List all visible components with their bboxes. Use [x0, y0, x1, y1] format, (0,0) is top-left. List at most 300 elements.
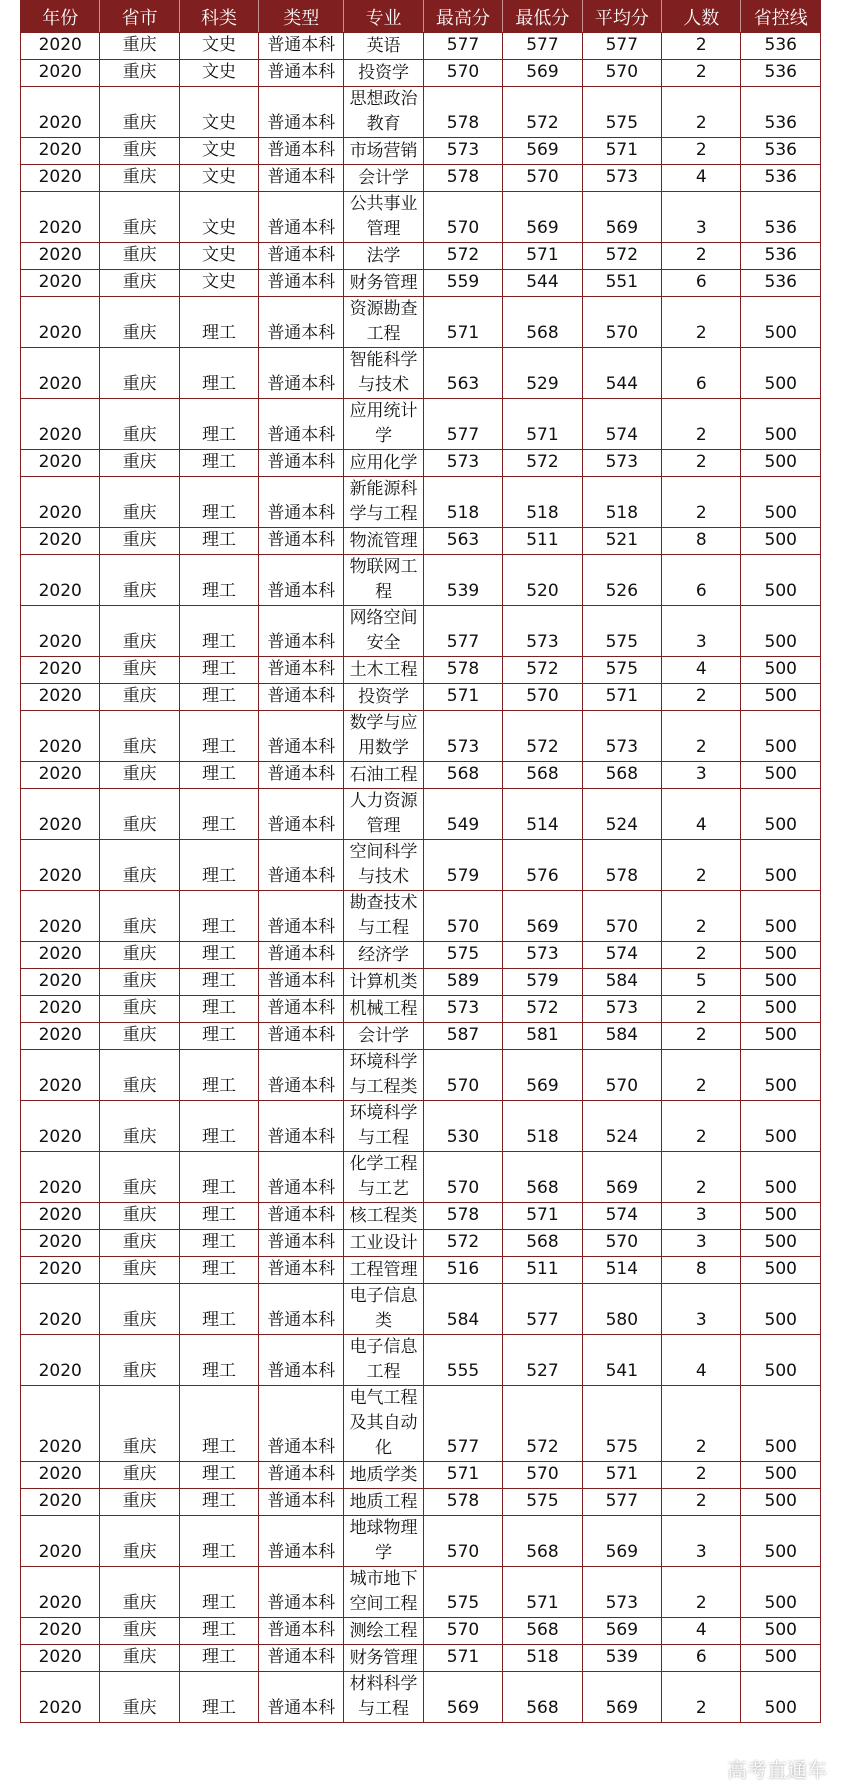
subject-category-cell: 理工 [179, 1335, 258, 1386]
table-body [21, 33, 821, 1723]
major-cell: 化学工程与工艺 [344, 1152, 423, 1203]
year-cell: 2020 [21, 348, 100, 399]
major-cell: 应用统计学 [344, 399, 423, 450]
province-cell: 重庆 [100, 789, 179, 840]
avg-score-cell: 541 [582, 1335, 661, 1386]
province-cell: 重庆 [100, 270, 179, 297]
year-cell: 2020 [21, 399, 100, 450]
subject-category-cell: 理工 [179, 1101, 258, 1152]
table-row [21, 528, 821, 555]
year-cell: 2020 [21, 1462, 100, 1489]
major-cell: 网络空间安全 [344, 606, 423, 657]
province-cell: 重庆 [100, 1567, 179, 1618]
subject-category-cell: 理工 [179, 1516, 258, 1567]
min-score-cell: 511 [503, 528, 582, 555]
avg-score-cell: 521 [582, 528, 661, 555]
table-row [21, 1335, 821, 1386]
year-cell: 2020 [21, 477, 100, 528]
enrolled-count-cell: 2 [662, 1050, 741, 1101]
enrolled-count-cell: 3 [662, 192, 741, 243]
enrolled-count-cell: 2 [662, 243, 741, 270]
year-cell: 2020 [21, 1567, 100, 1618]
year-cell: 2020 [21, 297, 100, 348]
max-score-cell: 570 [423, 1152, 502, 1203]
province-cell: 重庆 [100, 138, 179, 165]
avg-score-cell: 539 [582, 1645, 661, 1672]
enrolled-count-cell: 2 [662, 1672, 741, 1723]
major-cell: 地质工程 [344, 1489, 423, 1516]
enrolled-count-cell: 2 [662, 87, 741, 138]
table-row [21, 1567, 821, 1618]
min-score-cell: 569 [503, 138, 582, 165]
table-row [21, 762, 821, 789]
avg-score-cell: 574 [582, 399, 661, 450]
avg-score-cell: 569 [582, 1618, 661, 1645]
province-cell: 重庆 [100, 1516, 179, 1567]
batch-type-cell: 普通本科 [259, 996, 344, 1023]
province-cell: 重庆 [100, 657, 179, 684]
avg-score-cell: 526 [582, 555, 661, 606]
batch-type-cell: 普通本科 [259, 711, 344, 762]
province-cell: 重庆 [100, 165, 179, 192]
subject-category-cell: 理工 [179, 1386, 258, 1462]
major-cell: 会计学 [344, 1023, 423, 1050]
year-cell: 2020 [21, 1386, 100, 1462]
control-line-cell: 500 [741, 996, 821, 1023]
control-line-cell: 500 [741, 1672, 821, 1723]
subject-category-cell: 理工 [179, 969, 258, 996]
major-cell: 新能源科学与工程 [344, 477, 423, 528]
table-row [21, 1257, 821, 1284]
control-line-cell: 536 [741, 138, 821, 165]
province-cell: 重庆 [100, 1101, 179, 1152]
batch-type-cell: 普通本科 [259, 60, 344, 87]
table-row [21, 450, 821, 477]
subject-category-cell: 理工 [179, 1050, 258, 1101]
major-cell: 空间科学与技术 [344, 840, 423, 891]
subject-category-cell: 理工 [179, 1567, 258, 1618]
year-cell: 2020 [21, 1672, 100, 1723]
table-row [21, 1462, 821, 1489]
batch-type-cell: 普通本科 [259, 270, 344, 297]
min-score-cell: 575 [503, 1489, 582, 1516]
batch-type-cell: 普通本科 [259, 1489, 344, 1516]
max-score-cell: 539 [423, 555, 502, 606]
batch-type-cell: 普通本科 [259, 192, 344, 243]
year-cell: 2020 [21, 606, 100, 657]
subject-category-cell: 理工 [179, 1645, 258, 1672]
enrolled-count-cell: 2 [662, 138, 741, 165]
batch-type-cell: 普通本科 [259, 450, 344, 477]
control-line-cell: 500 [741, 450, 821, 477]
major-cell: 英语 [344, 33, 423, 60]
year-cell: 2020 [21, 996, 100, 1023]
major-cell: 投资学 [344, 60, 423, 87]
batch-type-cell: 普通本科 [259, 606, 344, 657]
enrolled-count-cell: 4 [662, 1335, 741, 1386]
max-score-cell: 570 [423, 1050, 502, 1101]
avg-score-cell: 572 [582, 243, 661, 270]
enrolled-count-cell: 2 [662, 1101, 741, 1152]
province-cell: 重庆 [100, 528, 179, 555]
batch-type-cell: 普通本科 [259, 1672, 344, 1723]
max-score-cell: 516 [423, 1257, 502, 1284]
table-row [21, 891, 821, 942]
header-avg-score: 平均分 [582, 1, 661, 33]
year-cell: 2020 [21, 243, 100, 270]
control-line-cell: 536 [741, 243, 821, 270]
enrolled-count-cell: 2 [662, 840, 741, 891]
min-score-cell: 570 [503, 684, 582, 711]
major-cell: 环境科学与工程类 [344, 1050, 423, 1101]
batch-type-cell: 普通本科 [259, 1645, 344, 1672]
year-cell: 2020 [21, 1284, 100, 1335]
province-cell: 重庆 [100, 1203, 179, 1230]
subject-category-cell: 理工 [179, 942, 258, 969]
min-score-cell: 544 [503, 270, 582, 297]
major-cell: 工业设计 [344, 1230, 423, 1257]
province-cell: 重庆 [100, 87, 179, 138]
table-row [21, 192, 821, 243]
batch-type-cell: 普通本科 [259, 1203, 344, 1230]
year-cell: 2020 [21, 789, 100, 840]
avg-score-cell: 575 [582, 87, 661, 138]
min-score-cell: 520 [503, 555, 582, 606]
table-row [21, 1489, 821, 1516]
control-line-cell: 500 [741, 1284, 821, 1335]
control-line-cell: 500 [741, 1050, 821, 1101]
control-line-cell: 500 [741, 348, 821, 399]
province-cell: 重庆 [100, 243, 179, 270]
avg-score-cell: 569 [582, 192, 661, 243]
province-cell: 重庆 [100, 1672, 179, 1723]
max-score-cell: 570 [423, 891, 502, 942]
max-score-cell: 573 [423, 711, 502, 762]
avg-score-cell: 571 [582, 138, 661, 165]
year-cell: 2020 [21, 1230, 100, 1257]
control-line-cell: 500 [741, 1567, 821, 1618]
max-score-cell: 589 [423, 969, 502, 996]
province-cell: 重庆 [100, 1284, 179, 1335]
subject-category-cell: 理工 [179, 1152, 258, 1203]
table-row [21, 1203, 821, 1230]
table-row [21, 1618, 821, 1645]
min-score-cell: 514 [503, 789, 582, 840]
min-score-cell: 527 [503, 1335, 582, 1386]
table-row [21, 165, 821, 192]
subject-category-cell: 理工 [179, 1618, 258, 1645]
table-row [21, 60, 821, 87]
batch-type-cell: 普通本科 [259, 1618, 344, 1645]
table-row [21, 657, 821, 684]
major-cell: 经济学 [344, 942, 423, 969]
province-cell: 重庆 [100, 1335, 179, 1386]
table-row [21, 1284, 821, 1335]
province-cell: 重庆 [100, 606, 179, 657]
control-line-cell: 500 [741, 762, 821, 789]
admission-score-table [20, 0, 821, 1723]
subject-category-cell: 文史 [179, 243, 258, 270]
year-cell: 2020 [21, 1489, 100, 1516]
subject-category-cell: 理工 [179, 450, 258, 477]
avg-score-cell: 518 [582, 477, 661, 528]
control-line-cell: 500 [741, 711, 821, 762]
major-cell: 机械工程 [344, 996, 423, 1023]
province-cell: 重庆 [100, 1645, 179, 1672]
table-row [21, 684, 821, 711]
max-score-cell: 578 [423, 87, 502, 138]
enrolled-count-cell: 3 [662, 1284, 741, 1335]
avg-score-cell: 569 [582, 1516, 661, 1567]
min-score-cell: 568 [503, 1152, 582, 1203]
control-line-cell: 500 [741, 840, 821, 891]
table-row [21, 1645, 821, 1672]
year-cell: 2020 [21, 657, 100, 684]
max-score-cell: 577 [423, 1386, 502, 1462]
table-row [21, 1101, 821, 1152]
batch-type-cell: 普通本科 [259, 87, 344, 138]
province-cell: 重庆 [100, 711, 179, 762]
max-score-cell: 570 [423, 192, 502, 243]
control-line-cell: 500 [741, 1386, 821, 1462]
enrolled-count-cell: 6 [662, 1645, 741, 1672]
enrolled-count-cell: 4 [662, 657, 741, 684]
subject-category-cell: 理工 [179, 891, 258, 942]
major-cell: 计算机类 [344, 969, 423, 996]
min-score-cell: 518 [503, 477, 582, 528]
major-cell: 会计学 [344, 165, 423, 192]
control-line-cell: 500 [741, 1489, 821, 1516]
max-score-cell: 587 [423, 1023, 502, 1050]
enrolled-count-cell: 3 [662, 606, 741, 657]
enrolled-count-cell: 8 [662, 1257, 741, 1284]
enrolled-count-cell: 2 [662, 33, 741, 60]
avg-score-cell: 568 [582, 762, 661, 789]
batch-type-cell: 普通本科 [259, 1284, 344, 1335]
control-line-cell: 536 [741, 192, 821, 243]
year-cell: 2020 [21, 1023, 100, 1050]
min-score-cell: 568 [503, 762, 582, 789]
enrolled-count-cell: 4 [662, 1618, 741, 1645]
subject-category-cell: 理工 [179, 789, 258, 840]
max-score-cell: 571 [423, 1462, 502, 1489]
control-line-cell: 536 [741, 165, 821, 192]
avg-score-cell: 570 [582, 1230, 661, 1257]
avg-score-cell: 580 [582, 1284, 661, 1335]
control-line-cell: 500 [741, 606, 821, 657]
control-line-cell: 536 [741, 270, 821, 297]
max-score-cell: 573 [423, 138, 502, 165]
batch-type-cell: 普通本科 [259, 243, 344, 270]
max-score-cell: 577 [423, 399, 502, 450]
year-cell: 2020 [21, 165, 100, 192]
avg-score-cell: 575 [582, 1386, 661, 1462]
year-cell: 2020 [21, 969, 100, 996]
min-score-cell: 579 [503, 969, 582, 996]
control-line-cell: 500 [741, 1335, 821, 1386]
batch-type-cell: 普通本科 [259, 840, 344, 891]
enrolled-count-cell: 4 [662, 789, 741, 840]
avg-score-cell: 584 [582, 969, 661, 996]
batch-type-cell: 普通本科 [259, 138, 344, 165]
avg-score-cell: 573 [582, 1567, 661, 1618]
min-score-cell: 568 [503, 1672, 582, 1723]
header-year: 年份 [21, 1, 100, 33]
batch-type-cell: 普通本科 [259, 1230, 344, 1257]
major-cell: 应用化学 [344, 450, 423, 477]
min-score-cell: 576 [503, 840, 582, 891]
max-score-cell: 584 [423, 1284, 502, 1335]
max-score-cell: 577 [423, 606, 502, 657]
avg-score-cell: 577 [582, 33, 661, 60]
major-cell: 数学与应用数学 [344, 711, 423, 762]
batch-type-cell: 普通本科 [259, 1101, 344, 1152]
major-cell: 电子信息类 [344, 1284, 423, 1335]
control-line-cell: 500 [741, 1152, 821, 1203]
enrolled-count-cell: 2 [662, 1152, 741, 1203]
batch-type-cell: 普通本科 [259, 1462, 344, 1489]
enrolled-count-cell: 3 [662, 762, 741, 789]
province-cell: 重庆 [100, 762, 179, 789]
max-score-cell: 575 [423, 942, 502, 969]
subject-category-cell: 理工 [179, 297, 258, 348]
batch-type-cell: 普通本科 [259, 1386, 344, 1462]
province-cell: 重庆 [100, 1618, 179, 1645]
header-batch-type: 类型 [259, 1, 344, 33]
province-cell: 重庆 [100, 348, 179, 399]
max-score-cell: 575 [423, 1567, 502, 1618]
year-cell: 2020 [21, 1618, 100, 1645]
subject-category-cell: 理工 [179, 606, 258, 657]
year-cell: 2020 [21, 942, 100, 969]
subject-category-cell: 理工 [179, 684, 258, 711]
subject-category-cell: 理工 [179, 1203, 258, 1230]
max-score-cell: 571 [423, 1645, 502, 1672]
year-cell: 2020 [21, 87, 100, 138]
batch-type-cell: 普通本科 [259, 33, 344, 60]
subject-category-cell: 文史 [179, 33, 258, 60]
avg-score-cell: 514 [582, 1257, 661, 1284]
major-cell: 智能科学与技术 [344, 348, 423, 399]
table-row [21, 399, 821, 450]
province-cell: 重庆 [100, 33, 179, 60]
subject-category-cell: 文史 [179, 192, 258, 243]
major-cell: 资源勘查工程 [344, 297, 423, 348]
max-score-cell: 563 [423, 348, 502, 399]
major-cell: 核工程类 [344, 1203, 423, 1230]
avg-score-cell: 524 [582, 789, 661, 840]
major-cell: 地质学类 [344, 1462, 423, 1489]
year-cell: 2020 [21, 762, 100, 789]
min-score-cell: 572 [503, 87, 582, 138]
enrolled-count-cell: 2 [662, 60, 741, 87]
min-score-cell: 577 [503, 33, 582, 60]
control-line-cell: 500 [741, 1101, 821, 1152]
year-cell: 2020 [21, 1335, 100, 1386]
year-cell: 2020 [21, 840, 100, 891]
max-score-cell: 578 [423, 657, 502, 684]
control-line-cell: 500 [741, 297, 821, 348]
year-cell: 2020 [21, 1152, 100, 1203]
enrolled-count-cell: 3 [662, 1516, 741, 1567]
control-line-cell: 500 [741, 789, 821, 840]
control-line-cell: 500 [741, 657, 821, 684]
min-score-cell: 571 [503, 1567, 582, 1618]
enrolled-count-cell: 2 [662, 942, 741, 969]
min-score-cell: 511 [503, 1257, 582, 1284]
table-row [21, 1152, 821, 1203]
province-cell: 重庆 [100, 1050, 179, 1101]
year-cell: 2020 [21, 1645, 100, 1672]
province-cell: 重庆 [100, 1257, 179, 1284]
major-cell: 城市地下空间工程 [344, 1567, 423, 1618]
province-cell: 重庆 [100, 192, 179, 243]
subject-category-cell: 理工 [179, 555, 258, 606]
year-cell: 2020 [21, 1050, 100, 1101]
max-score-cell: 578 [423, 165, 502, 192]
table-row [21, 1023, 821, 1050]
control-line-cell: 500 [741, 1257, 821, 1284]
batch-type-cell: 普通本科 [259, 1050, 344, 1101]
batch-type-cell: 普通本科 [259, 1335, 344, 1386]
major-cell: 土木工程 [344, 657, 423, 684]
major-cell: 石油工程 [344, 762, 423, 789]
table-row [21, 1516, 821, 1567]
year-cell: 2020 [21, 711, 100, 762]
max-score-cell: 518 [423, 477, 502, 528]
control-line-cell: 500 [741, 555, 821, 606]
batch-type-cell: 普通本科 [259, 528, 344, 555]
avg-score-cell: 578 [582, 840, 661, 891]
province-cell: 重庆 [100, 1489, 179, 1516]
batch-type-cell: 普通本科 [259, 1257, 344, 1284]
control-line-cell: 500 [741, 399, 821, 450]
header-max-score: 最高分 [423, 1, 502, 33]
year-cell: 2020 [21, 270, 100, 297]
avg-score-cell: 577 [582, 1489, 661, 1516]
batch-type-cell: 普通本科 [259, 165, 344, 192]
major-cell: 勘查技术与工程 [344, 891, 423, 942]
province-cell: 重庆 [100, 555, 179, 606]
batch-type-cell: 普通本科 [259, 942, 344, 969]
max-score-cell: 578 [423, 1203, 502, 1230]
min-score-cell: 573 [503, 942, 582, 969]
enrolled-count-cell: 2 [662, 399, 741, 450]
batch-type-cell: 普通本科 [259, 684, 344, 711]
enrolled-count-cell: 3 [662, 1230, 741, 1257]
enrolled-count-cell: 5 [662, 969, 741, 996]
max-score-cell: 570 [423, 60, 502, 87]
subject-category-cell: 文史 [179, 165, 258, 192]
major-cell: 思想政治教育 [344, 87, 423, 138]
header-province: 省市 [100, 1, 179, 33]
avg-score-cell: 573 [582, 450, 661, 477]
subject-category-cell: 理工 [179, 1023, 258, 1050]
max-score-cell: 571 [423, 297, 502, 348]
enrolled-count-cell: 2 [662, 1386, 741, 1462]
min-score-cell: 581 [503, 1023, 582, 1050]
major-cell: 地球物理学 [344, 1516, 423, 1567]
province-cell: 重庆 [100, 996, 179, 1023]
major-cell: 物联网工程 [344, 555, 423, 606]
major-cell: 测绘工程 [344, 1618, 423, 1645]
table-row [21, 138, 821, 165]
subject-category-cell: 理工 [179, 1489, 258, 1516]
watermark: 高考直通车 [727, 1758, 827, 1782]
province-cell: 重庆 [100, 60, 179, 87]
province-cell: 重庆 [100, 840, 179, 891]
year-cell: 2020 [21, 450, 100, 477]
